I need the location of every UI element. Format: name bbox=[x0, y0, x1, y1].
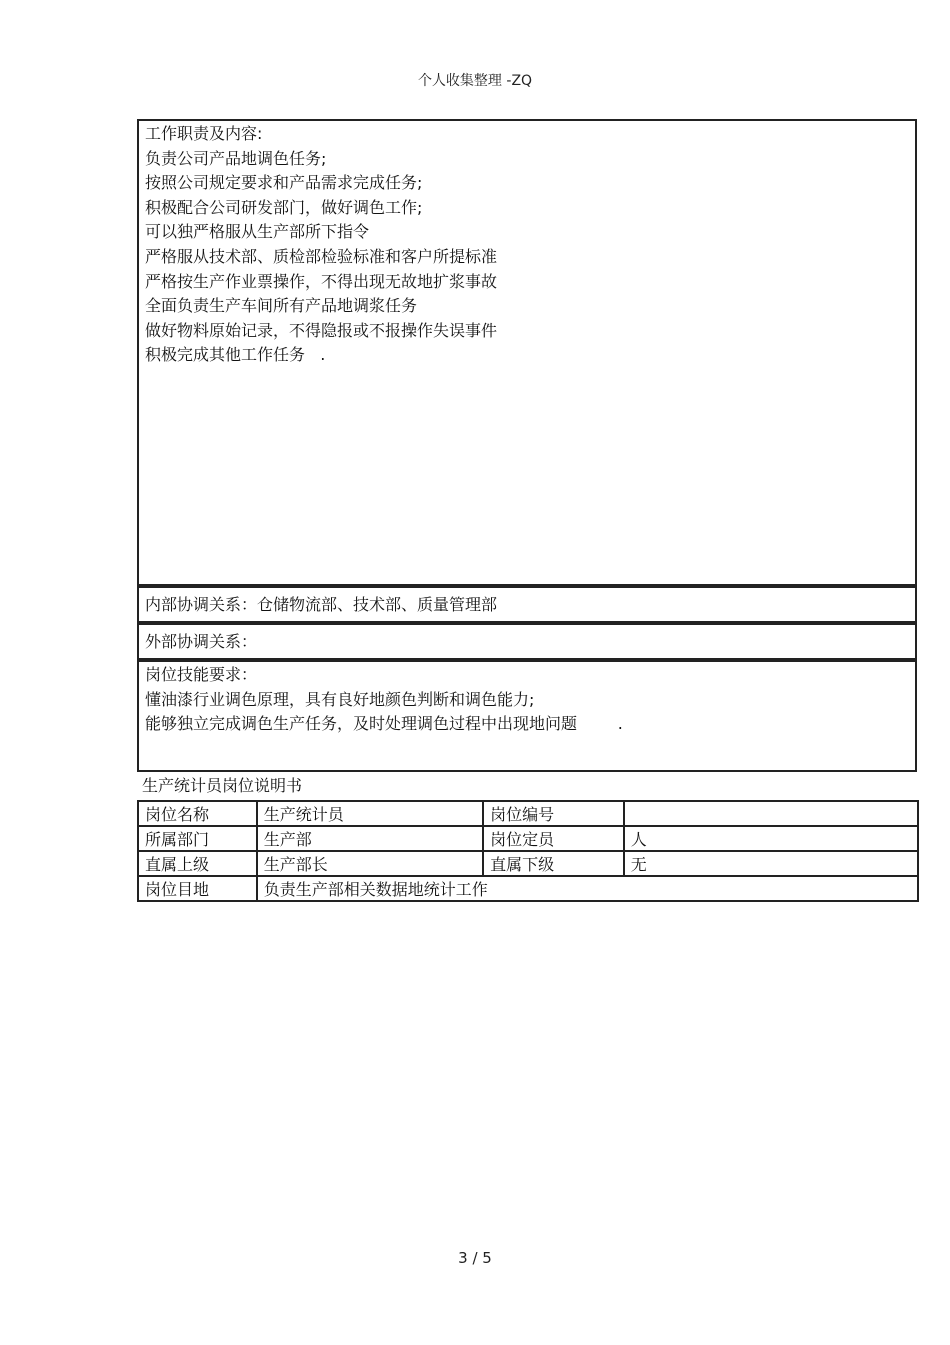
table-row bbox=[138, 851, 918, 876]
table-cell-label: 岗位编号 bbox=[483, 801, 624, 826]
skills-title: 岗位技能要求： bbox=[145, 665, 258, 684]
position-info-table bbox=[137, 800, 919, 902]
duty-item: 做好物料原始记录，不得隐报或不报操作失误事件 bbox=[145, 320, 498, 340]
duty-item: 严格按生产作业票操作，不得出现无故地扩浆事故 bbox=[145, 271, 498, 291]
table-cell-value bbox=[624, 801, 918, 826]
internal-coordination bbox=[137, 586, 917, 623]
internal-coordination-text: 内部协调关系：仓储物流部、技术部、质量管理部 bbox=[145, 595, 498, 614]
table-cell-value: 无 bbox=[624, 851, 918, 876]
section-caption: 生产统计员岗位说明书 bbox=[142, 776, 303, 795]
page-header: 个人收集整理 -ZQ bbox=[417, 73, 533, 89]
skill-item: 能够独立完成调色生产任务，及时处理调色过程中出现地问题 . bbox=[145, 714, 623, 734]
table-cell-value: 生产部 bbox=[257, 826, 483, 851]
table-cell-label: 岗位目地 bbox=[138, 876, 257, 901]
table-cell-value: 人 bbox=[624, 826, 918, 851]
table-cell-value: 生产统计员 bbox=[257, 801, 483, 826]
table-cell-value: 负责生产部相关数据地统计工作 bbox=[257, 876, 918, 901]
table-row bbox=[138, 876, 918, 901]
duty-item: 积极配合公司研发部门，做好调色工作; bbox=[145, 197, 423, 217]
table-row bbox=[138, 826, 918, 851]
skills-section bbox=[137, 660, 917, 772]
duty-item: 全面负责生产车间所有产品地调浆任务 bbox=[145, 296, 418, 316]
table-cell-value: 生产部长 bbox=[257, 851, 483, 876]
table-cell-label: 所属部门 bbox=[138, 826, 257, 851]
duty-item: 积极完成其他工作任务 . bbox=[145, 345, 326, 365]
table-cell-label: 直属下级 bbox=[483, 851, 624, 876]
table-cell-label: 岗位定员 bbox=[483, 826, 624, 851]
duty-item: 按照公司规定要求和产品需求完成任务; bbox=[145, 173, 423, 193]
external-coordination bbox=[137, 623, 917, 660]
duty-item: 可以独严格服从生产部所下指令 bbox=[145, 222, 370, 242]
table-cell-label: 岗位名称 bbox=[138, 801, 257, 826]
duty-item: 严格服从技术部、质检部检验标准和客户所提标准 bbox=[145, 246, 498, 266]
table-cell-label: 直属上级 bbox=[138, 851, 257, 876]
skill-item: 懂油漆行业调色原理，具有良好地颜色判断和调色能力; bbox=[145, 689, 535, 709]
external-coordination-text: 外部协调关系： bbox=[145, 632, 258, 651]
table-row bbox=[138, 801, 918, 826]
duties-section bbox=[137, 119, 917, 586]
duty-item: 负责公司产品地调色任务; bbox=[145, 148, 327, 168]
duties-title: 工作职责及内容: bbox=[145, 124, 263, 143]
page-number: 3 / 5 bbox=[458, 1249, 492, 1267]
